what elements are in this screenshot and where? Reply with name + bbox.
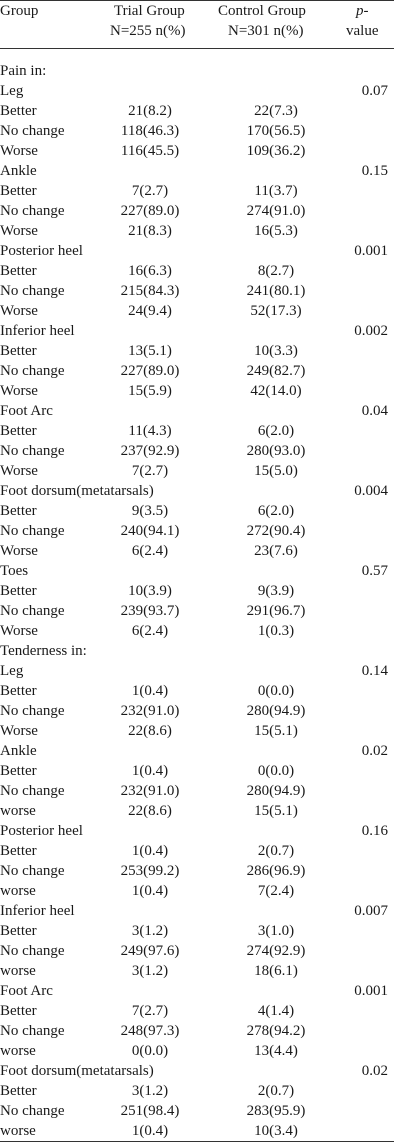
trial-cell: 227(89.0) — [120, 203, 180, 219]
table-row — [0, 581, 394, 601]
control-cell: 286(96.9) — [246, 863, 306, 879]
table-row — [0, 101, 394, 121]
control-cell: 249(82.7) — [246, 363, 306, 379]
row-label: Worse — [0, 723, 38, 739]
row-label: Better — [0, 183, 37, 199]
control-cell: 2(0.7) — [257, 1083, 295, 1099]
table-row — [0, 641, 394, 661]
table-row — [0, 361, 394, 381]
control-cell: 9(3.9) — [257, 583, 295, 599]
table-row — [0, 1061, 394, 1081]
table-row — [0, 401, 394, 421]
row-label: worse — [0, 803, 36, 819]
trial-cell: 15(5.9) — [128, 383, 172, 399]
table-row — [0, 441, 394, 461]
trial-cell: 1(0.4) — [131, 763, 169, 779]
trial-cell: 16(6.3) — [128, 263, 172, 279]
row-label: No change — [0, 863, 65, 879]
p-value-cell: 0.16 — [361, 823, 388, 839]
trial-cell: 1(0.4) — [131, 683, 169, 699]
trial-cell: 253(99.2) — [120, 863, 180, 879]
control-cell: 272(90.4) — [246, 523, 306, 539]
row-label: Worse — [0, 623, 38, 639]
table-row — [0, 861, 394, 881]
trial-cell: 22(8.6) — [128, 803, 172, 819]
p-value-cell: 0.001 — [354, 243, 388, 259]
row-label: Foot Arc — [0, 983, 53, 999]
trial-cell: 13(5.1) — [128, 343, 172, 359]
control-cell: 52(17.3) — [250, 303, 302, 319]
row-label: Toes — [0, 563, 29, 579]
table-row — [0, 1081, 394, 1101]
control-cell: 170(56.5) — [246, 123, 306, 139]
table-row — [0, 721, 394, 741]
control-cell: 0(0.0) — [257, 763, 295, 779]
control-cell: 15(5.1) — [254, 803, 298, 819]
control-cell: 274(91.0) — [246, 203, 306, 219]
row-label: Ankle — [0, 163, 37, 179]
table-row — [0, 761, 394, 781]
row-label: No change — [0, 783, 65, 799]
row-label: worse — [0, 963, 36, 979]
table-row — [0, 81, 394, 101]
control-cell: 291(96.7) — [246, 603, 306, 619]
trial-cell: 6(2.4) — [131, 543, 169, 559]
row-label: Foot dorsum(metatarsals) — [0, 1063, 154, 1079]
table-row — [0, 321, 394, 341]
row-label: worse — [0, 1123, 36, 1139]
p-value-cell: 0.007 — [354, 903, 388, 919]
table-row — [0, 481, 394, 501]
trial-cell: 1(0.4) — [131, 843, 169, 859]
header-control-title: Control Group — [218, 3, 306, 19]
table-row — [0, 741, 394, 761]
control-cell: 6(2.0) — [257, 503, 295, 519]
trial-cell: 3(1.2) — [131, 923, 169, 939]
row-label: Leg — [0, 83, 24, 99]
control-cell: 18(6.1) — [254, 963, 298, 979]
control-cell: 11(3.7) — [254, 183, 298, 199]
control-cell: 15(5.1) — [254, 723, 298, 739]
table-row — [0, 1001, 394, 1021]
trial-cell: 7(2.7) — [131, 183, 169, 199]
control-cell: 4(1.4) — [257, 1003, 295, 1019]
trial-cell: 7(2.7) — [131, 1003, 169, 1019]
table-row — [0, 301, 394, 321]
row-label: Worse — [0, 223, 38, 239]
row-label: No change — [0, 943, 65, 959]
row-label: Better — [0, 843, 37, 859]
trial-cell: 21(8.2) — [128, 103, 172, 119]
table-row — [0, 801, 394, 821]
row-label: No change — [0, 703, 65, 719]
table-row — [0, 241, 394, 261]
table-row — [0, 261, 394, 281]
control-cell: 0(0.0) — [257, 683, 295, 699]
trial-cell: 3(1.2) — [131, 1083, 169, 1099]
control-cell: 22(7.3) — [254, 103, 298, 119]
row-label: No change — [0, 363, 65, 379]
header-p-line1: p- — [356, 3, 369, 19]
row-label: Leg — [0, 663, 24, 679]
trial-cell: 6(2.4) — [131, 623, 169, 639]
table-row — [0, 961, 394, 981]
row-label: Better — [0, 343, 37, 359]
row-label: Inferior heel — [0, 323, 75, 339]
table-row — [0, 901, 394, 921]
table-row — [0, 561, 394, 581]
trial-cell: 232(91.0) — [120, 703, 180, 719]
row-label: Better — [0, 103, 37, 119]
table-row — [0, 821, 394, 841]
trial-cell: 237(92.9) — [120, 443, 180, 459]
control-cell: 1(0.3) — [257, 623, 295, 639]
control-cell: 278(94.2) — [246, 1023, 306, 1039]
control-cell: 283(95.9) — [246, 1103, 306, 1119]
control-cell: 16(5.3) — [254, 223, 298, 239]
control-cell: 3(1.0) — [257, 923, 295, 939]
p-value-cell: 0.07 — [361, 83, 388, 99]
table-row — [0, 1121, 394, 1141]
table-row — [0, 1021, 394, 1041]
table-row — [0, 181, 394, 201]
row-label: Worse — [0, 543, 38, 559]
row-label: worse — [0, 883, 36, 899]
trial-cell: 248(97.3) — [120, 1023, 180, 1039]
trial-cell: 10(3.9) — [128, 583, 172, 599]
table-row — [0, 701, 394, 721]
table-body — [0, 61, 394, 1141]
header-trial-title: Trial Group — [114, 3, 185, 19]
trial-cell: 227(89.0) — [120, 363, 180, 379]
row-label: No change — [0, 203, 65, 219]
p-value-cell: 0.04 — [361, 403, 388, 419]
control-cell: 274(92.9) — [246, 943, 306, 959]
header-group: Group — [0, 3, 39, 19]
row-label: No change — [0, 123, 65, 139]
table-row — [0, 941, 394, 961]
table-row — [0, 541, 394, 561]
control-cell: 280(94.9) — [246, 703, 306, 719]
row-label: Inferior heel — [0, 903, 75, 919]
p-value-cell: 0.14 — [361, 663, 388, 679]
row-label: No change — [0, 603, 65, 619]
row-label: Better — [0, 503, 37, 519]
row-label: Worse — [0, 463, 38, 479]
header-rule — [0, 48, 394, 49]
control-cell: 23(7.6) — [254, 543, 298, 559]
table-row — [0, 221, 394, 241]
trial-cell: 21(8.3) — [128, 223, 172, 239]
p-value-cell: 0.57 — [361, 563, 388, 579]
trial-cell: 9(3.5) — [131, 503, 169, 519]
row-label: Better — [0, 923, 37, 939]
table-row — [0, 1101, 394, 1121]
row-label: Foot Arc — [0, 403, 53, 419]
row-label: No change — [0, 1103, 65, 1119]
row-label: Worse — [0, 383, 38, 399]
row-label: Worse — [0, 143, 38, 159]
header-control-n: N=301 n(%) — [228, 23, 304, 39]
trial-cell: 215(84.3) — [120, 283, 180, 299]
control-cell: 15(5.0) — [254, 463, 298, 479]
row-label: Ankle — [0, 743, 37, 759]
table-bottom-rule — [0, 1141, 394, 1142]
trial-cell: 11(4.3) — [128, 423, 172, 439]
trial-cell: 118(46.3) — [120, 123, 180, 139]
row-label: Better — [0, 583, 37, 599]
table-row — [0, 1041, 394, 1061]
trial-cell: 240(94.1) — [120, 523, 180, 539]
trial-cell: 1(0.4) — [131, 1123, 169, 1139]
table-row — [0, 381, 394, 401]
control-cell: 10(3.3) — [254, 343, 298, 359]
table-row — [0, 881, 394, 901]
header-trial-n: N=255 n(%) — [110, 23, 186, 39]
trial-cell: 3(1.2) — [131, 963, 169, 979]
table-row — [0, 981, 394, 1001]
row-label: Better — [0, 423, 37, 439]
row-label: Better — [0, 683, 37, 699]
row-label: No change — [0, 443, 65, 459]
trial-cell: 251(98.4) — [120, 1103, 180, 1119]
row-label: Posterior heel — [0, 243, 83, 259]
table-row — [0, 661, 394, 681]
row-label: Foot dorsum(metatarsals) — [0, 483, 154, 499]
p-value-cell: 0.02 — [361, 743, 388, 759]
control-cell: 8(2.7) — [257, 263, 295, 279]
p-value-cell: 0.15 — [361, 163, 388, 179]
row-label: Worse — [0, 303, 38, 319]
row-label: Better — [0, 1083, 37, 1099]
row-label: No change — [0, 523, 65, 539]
control-cell: 2(0.7) — [257, 843, 295, 859]
row-label: worse — [0, 1043, 36, 1059]
table-row — [0, 461, 394, 481]
row-label: Pain in: — [0, 63, 47, 79]
table-row — [0, 161, 394, 181]
table-row — [0, 521, 394, 541]
header-p-line2: value — [346, 23, 379, 39]
table-row — [0, 921, 394, 941]
control-cell: 241(80.1) — [246, 283, 306, 299]
row-label: Better — [0, 263, 37, 279]
trial-cell: 22(8.6) — [128, 723, 172, 739]
trial-cell: 7(2.7) — [131, 463, 169, 479]
control-cell: 109(36.2) — [246, 143, 306, 159]
table-row — [0, 601, 394, 621]
table-row — [0, 841, 394, 861]
p-value-cell: 0.002 — [354, 323, 388, 339]
p-value-cell: 0.004 — [354, 483, 388, 499]
row-label: No change — [0, 283, 65, 299]
control-cell: 7(2.4) — [257, 883, 295, 899]
row-label: Posterior heel — [0, 823, 83, 839]
table-row — [0, 421, 394, 441]
trial-cell: 116(45.5) — [120, 143, 180, 159]
row-label: No change — [0, 1023, 65, 1039]
table-row — [0, 781, 394, 801]
control-cell: 13(4.4) — [254, 1043, 298, 1059]
table-row — [0, 681, 394, 701]
row-label: Better — [0, 763, 37, 779]
table-row — [0, 341, 394, 361]
control-cell: 280(94.9) — [246, 783, 306, 799]
trial-cell: 232(91.0) — [120, 783, 180, 799]
trial-cell: 24(9.4) — [128, 303, 172, 319]
table-row — [0, 61, 394, 81]
control-cell: 42(14.0) — [250, 383, 302, 399]
trial-cell: 239(93.7) — [120, 603, 180, 619]
table-row — [0, 201, 394, 221]
control-cell: 280(93.0) — [246, 443, 306, 459]
p-value-cell: 0.02 — [361, 1063, 388, 1079]
row-label: Tenderness in: — [0, 643, 87, 659]
trial-cell: 249(97.6) — [120, 943, 180, 959]
control-cell: 10(3.4) — [254, 1123, 298, 1139]
trial-cell: 1(0.4) — [131, 883, 169, 899]
table-row — [0, 281, 394, 301]
table-header — [0, 0, 394, 48]
table-row — [0, 621, 394, 641]
table-row — [0, 121, 394, 141]
row-label: Better — [0, 1003, 37, 1019]
table-row — [0, 141, 394, 161]
trial-cell: 0(0.0) — [131, 1043, 169, 1059]
control-cell: 6(2.0) — [257, 423, 295, 439]
p-value-cell: 0.001 — [354, 983, 388, 999]
table-row — [0, 501, 394, 521]
